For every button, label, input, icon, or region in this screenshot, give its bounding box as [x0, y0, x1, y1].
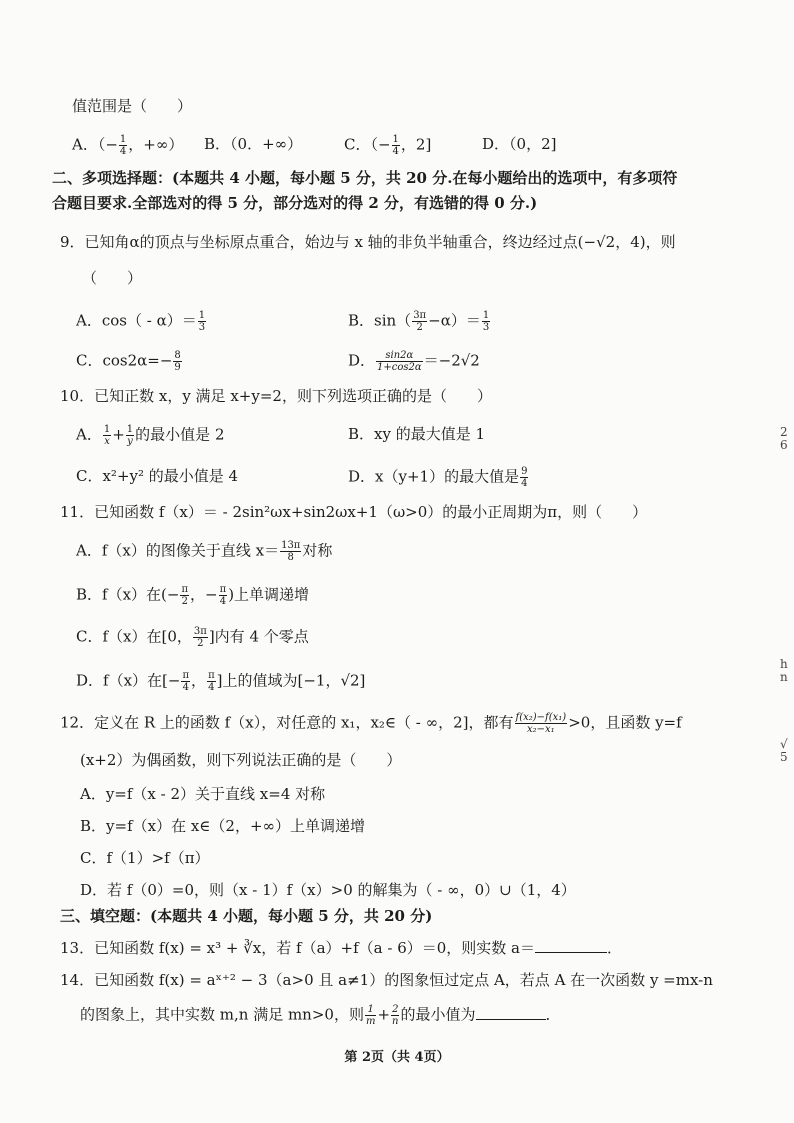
q11-d-mid: ，: [191, 671, 207, 690]
q9-option-b: [348, 310, 491, 333]
q10-a-pre: A．: [76, 425, 102, 444]
q9-d-rest: ＝−2√2: [423, 351, 480, 370]
edge-mark-1: 2 6: [780, 425, 788, 452]
q11-b-frac1: $\frac{\pi}{2}$: [181, 584, 189, 607]
q10-stem: 10．已知正数 x，y 满足 x+y=2，则下列选项正确的是（ ）: [60, 387, 492, 405]
q8-tail: 值范围是（ ）: [72, 97, 193, 115]
q8-option-b: B．（0．+∞）: [204, 135, 303, 153]
q11-stem: 11．已知函数 f（x）＝ - 2sin²ωx+sin2ωx+1（ω>0）的最小正周期为π，则（ ）: [60, 503, 648, 521]
q10-a-rest: 的最小值是 2: [135, 425, 225, 444]
q11-d-frac2: $\frac{\pi}{4}$: [208, 670, 215, 693]
q11-a-rest: 对称: [302, 541, 333, 560]
section2-title: 二、多项选择题：: [52, 169, 173, 187]
section3-desc: (本题共 4 小题，每小题 5 分，共 20 分): [150, 907, 433, 925]
q8-a-frac: $\frac{1}{4}$: [119, 134, 127, 157]
q10-option-a: [76, 424, 224, 447]
q10-a-frac1: $\frac{1}{x}$: [103, 424, 111, 447]
q9-a-frac: $\frac{1}{3}$: [198, 310, 206, 333]
q8-a-pre: A．（−: [72, 135, 118, 154]
q12-frac: $\frac{\text{f(x₂)−f(x₁)}}{\text{x₂−x₁}}$: [515, 712, 567, 735]
q9-b-frac1: $\frac{3\pi}{2}$: [413, 310, 427, 333]
q8-a-rest: ，+∞）: [128, 135, 184, 154]
q9-option-d: [348, 350, 480, 373]
q9-b-pre: B．sin（: [348, 311, 412, 330]
q12-stem-pre: 12．定义在 R 上的函数 f（x），对任意的 x₁，x₂∈（ - ∞，2]，都有: [60, 713, 514, 732]
section2-desc-line1: (本题共 4 小题，每小题 5 分，共 20 分.在每小题给出的选项中，有多项符: [172, 169, 678, 187]
q13-line: [60, 938, 622, 958]
section2-desc-line2: 合题目要求.全部选对的得 5 分，部分选对的得 2 分，有选错的得 0 分.): [52, 194, 538, 212]
q9-stem: 9．已知角α的顶点与坐标原点重合，始边与 x 轴的非负半轴重合，终边经过点(−√2，4)，则: [60, 233, 676, 251]
q11-b-mid: ，−: [190, 585, 218, 604]
q11-option-d: [76, 670, 365, 693]
q9-c-frac: $\frac{8}{9}$: [174, 350, 181, 373]
section3-heading: [60, 906, 432, 926]
q11-option-b: [76, 584, 309, 607]
edge-mark-3: √ 5: [780, 737, 788, 764]
q9-c-pre: C．cos2α=−: [76, 351, 173, 370]
q11-c-rest: ]内有 4 个零点: [208, 627, 309, 646]
q11-c-pre: C．f（x）在[0，: [76, 627, 192, 646]
q9-paren: （ ）: [82, 269, 143, 287]
q11-b-frac2: $\frac{\pi}{4}$: [219, 584, 227, 607]
q10-d-pre: D．x（y+1）的最大值是: [348, 467, 520, 486]
q14-end: ．: [545, 1005, 561, 1024]
q11-b-rest: )上单调递增: [228, 585, 310, 604]
q14-line2-pre: 的图象上，其中实数 m,n 满足 mn>0，则: [80, 1005, 364, 1024]
edge-mark-2: h n: [780, 657, 788, 684]
q10-a-frac2: $\frac{1}{y}$: [126, 424, 134, 447]
q14-answer-blank[interactable]: [476, 1005, 546, 1020]
q10-d-frac: $\frac{9}{4}$: [521, 466, 528, 489]
q12-option-b: B．y=f（x）在 x∈（2，+∞）上单调递增: [80, 817, 366, 835]
q11-b-pre: B．f（x）在(−: [76, 585, 180, 604]
q14-line1: 14．已知函数 f(x) = aˣ⁺² − 3（a>0 且 a≠1）的图象恒过定点 A，若点 A 在一次函数 y =mx-n: [60, 971, 713, 989]
q9-b-mid: −α）＝: [428, 311, 481, 330]
q11-option-c: [76, 626, 309, 649]
q12-stem-post: >0，且函数 y=f: [568, 713, 682, 732]
q9-option-a: [76, 310, 207, 333]
q9-d-pre: D．: [348, 351, 376, 370]
q13-post: ．: [607, 939, 623, 957]
q12-option-c: C．f（1）>f（π）: [80, 849, 210, 867]
q11-a-pre: A．f（x）的图像关于直线 x＝: [76, 541, 280, 560]
q12-stem-line2: (x+2）为偶函数，则下列说法正确的是（ ）: [80, 751, 402, 769]
q9-a-pre: A．cos（ - α）＝: [76, 311, 197, 330]
q10-option-b: B．xy 的最大值是 1: [348, 425, 486, 443]
q14-plus: +: [377, 1005, 391, 1024]
q11-d-frac1: $\frac{\pi}{4}$: [182, 670, 190, 693]
q8-option-d: D．（0，2]: [482, 135, 557, 153]
q9-option-c: [76, 350, 183, 373]
q12-option-d: D．若 f（0）=0，则（x - 1）f（x）>0 的解集为（ - ∞，0）∪（1，4）: [80, 881, 576, 899]
q10-option-d: [348, 466, 529, 489]
section3-title: 三、填空题：: [60, 907, 151, 925]
q9-b-frac2: $\frac{1}{3}$: [482, 310, 490, 333]
q11-d-pre: D．f（x）在[−: [76, 671, 181, 690]
q14-line2-post: 的最小值为: [400, 1005, 476, 1024]
q11-option-a: [76, 540, 332, 563]
q10-option-c: C．x²+y² 的最小值是 4: [76, 467, 239, 485]
q14-frac2: $\frac{2}{n}$: [392, 1004, 399, 1027]
q9-d-frac: $\frac{\sin 2\alpha}{1+\cos 2\alpha}$: [377, 350, 422, 373]
q10-a-plus: +: [112, 425, 125, 444]
q8-option-a: [72, 134, 183, 157]
section2-heading: [52, 168, 677, 188]
q12-option-a: A．y=f（x - 2）关于直线 x=4 对称: [80, 785, 326, 803]
q11-c-frac: $\frac{3\pi}{2}$: [193, 626, 207, 649]
page-footer: 第 2页（共 4页）: [344, 1050, 450, 1065]
q11-a-frac: $\frac{13\pi}{8}$: [281, 540, 301, 563]
q13-answer-blank[interactable]: [535, 938, 607, 953]
q12-stem: [60, 712, 682, 735]
q13-pre: 13．已知函数 f(x) = x³ + ∛x，若 f（a）+f（a - 6）＝0，则实数 a＝: [60, 939, 535, 957]
q8-option-c: [344, 134, 431, 157]
q14-frac1: $\frac{1}{m}$: [365, 1004, 376, 1027]
q8-c-rest: ，2]: [400, 135, 432, 154]
q14-line2: [80, 1004, 561, 1027]
q8-c-frac: $\frac{1}{4}$: [392, 134, 399, 157]
q11-d-rest: ]上的值域为[−1，√2]: [216, 671, 366, 690]
q8-c-pre: C．（−: [344, 135, 391, 154]
